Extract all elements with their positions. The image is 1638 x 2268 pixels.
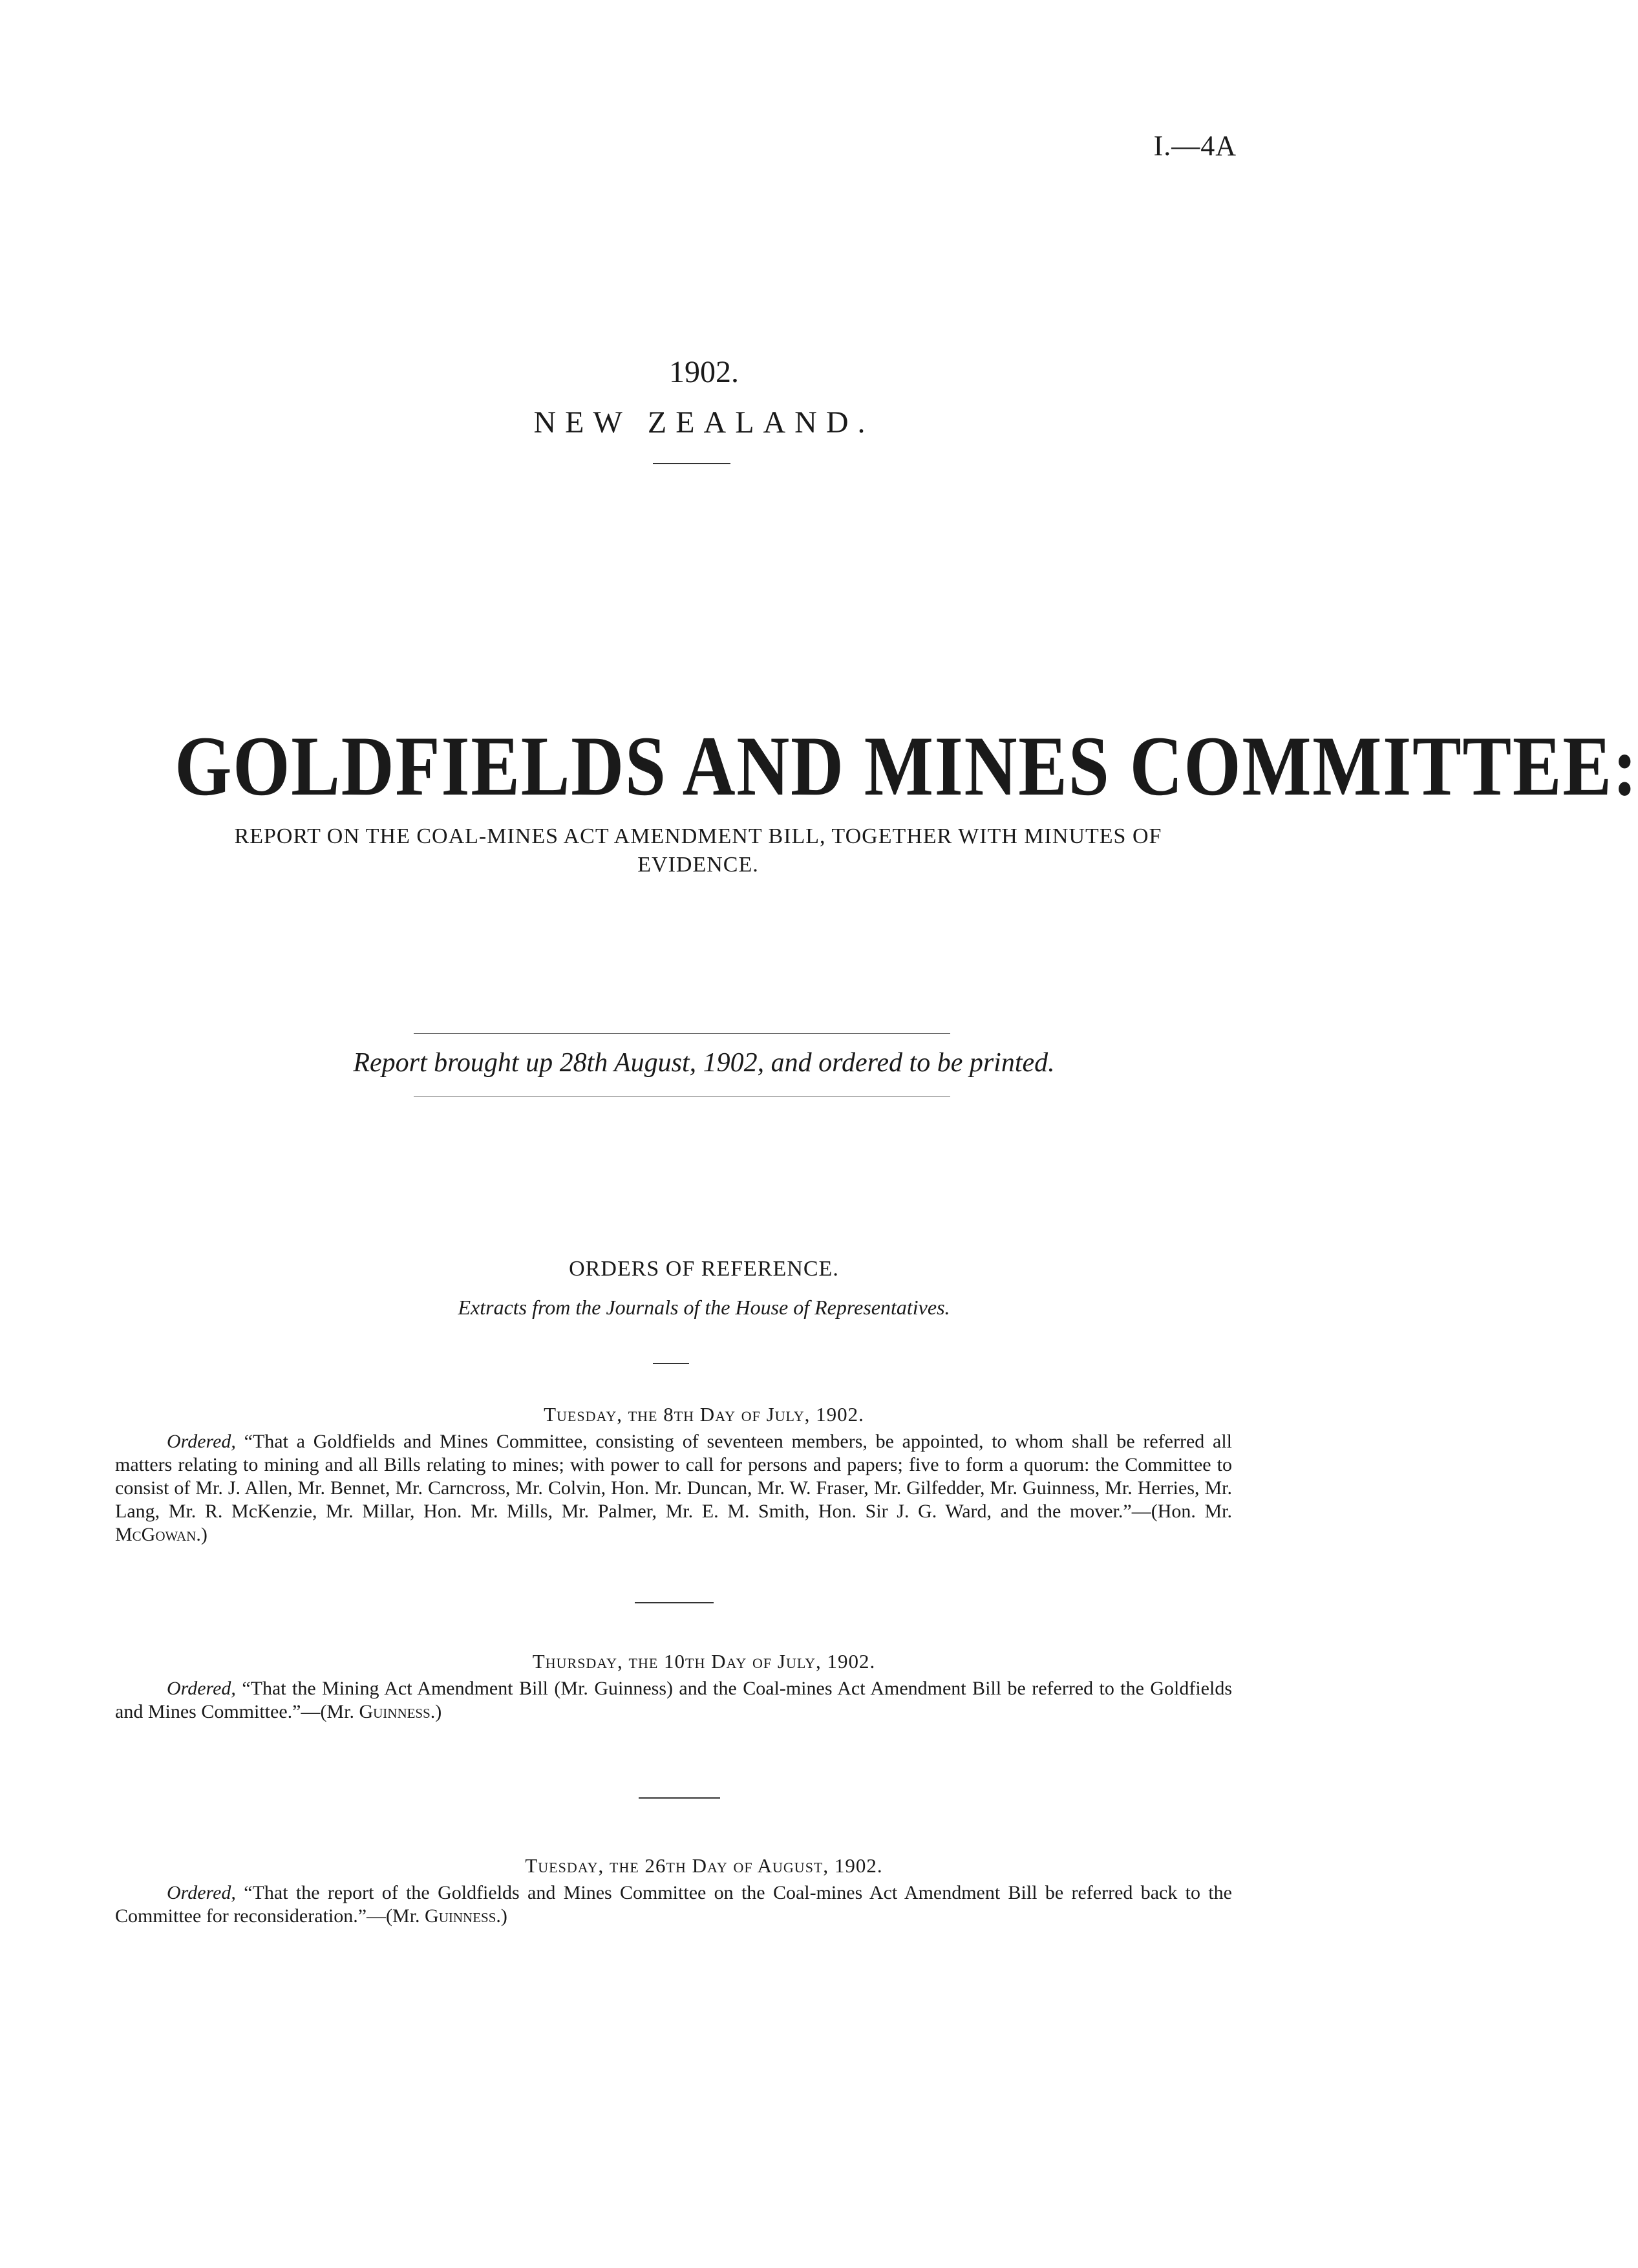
order-mover: Guinness.)	[359, 1701, 442, 1722]
main-title: GOLDFIELDS AND MINES COMMITTEE:	[175, 718, 1638, 813]
divider	[653, 463, 730, 464]
divider	[414, 1033, 950, 1034]
subtitle: REPORT ON THE COAL-MINES ACT AMENDMENT BILL, TOGETHER WITH MINUTES OF EVIDENCE.	[234, 824, 1162, 877]
order-date: Tuesday, the 26th Day of August, 1902.	[525, 1854, 883, 1877]
page-reference: I.—4A	[1153, 130, 1237, 162]
divider	[653, 1363, 689, 1364]
divider	[639, 1797, 720, 1799]
divider	[635, 1602, 714, 1603]
order-date: Thursday, the 10th Day of July, 1902.	[532, 1650, 876, 1673]
order-mover: Guinness.)	[425, 1905, 507, 1927]
country-heading: NEW ZEALAND.	[533, 405, 875, 440]
orders-heading: ORDERS OF REFERENCE.	[569, 1257, 839, 1281]
order-paragraph	[115, 1881, 1232, 1928]
document-year: 1902.	[669, 355, 739, 389]
ordered-label: Ordered,	[167, 1882, 236, 1903]
order-date: Tuesday, the 8th Day of July, 1902.	[544, 1403, 864, 1426]
extracts-subheading: Extracts from the Journals of the House of Representatives.	[458, 1296, 950, 1319]
order-text: “That a Goldfields and Mines Committee, consisting of seventeen members, be appointed, to whom shall be referred all matters relating to mining and all Bills relating to mines; with power to call for persons and papers; five to form a quorum: the Committee to consist of Mr. J. Allen, Mr. Bennet, Mr. Carncross, Mr. Colvin, Hon. Mr. Duncan, Mr. W. Fraser, Mr. Gilfedder, Mr. Guinness, Mr. Herries, Mr. Lang, Mr. R. McKenzie, Mr. Millar, Hon. Mr. Mills, Mr. Palmer, Mr. E. M. Smith, Hon. Sir J. G. Ward, and the mover.”—(Hon. Mr.	[115, 1431, 1232, 1522]
ordered-label: Ordered,	[167, 1431, 236, 1452]
order-paragraph	[115, 1430, 1232, 1546]
order-text: “That the report of the Goldfields and Mines Committee on the Coal-mines Act Amendment Bill be referred back to the Committee for reconsideration.”—(Mr.	[115, 1882, 1232, 1927]
report-line: Report brought up 28th August, 1902, and ordered to be printed.	[353, 1048, 1055, 1078]
order-text: “That the Mining Act Amendment Bill (Mr. Guinness) and the Coal-mines Act Amendment Bill be referred to the Goldfields and Mines Committee.”—(Mr.	[115, 1678, 1232, 1722]
order-paragraph	[115, 1677, 1232, 1724]
ordered-label: Ordered,	[167, 1678, 236, 1699]
order-mover: McGowan.)	[115, 1524, 207, 1545]
